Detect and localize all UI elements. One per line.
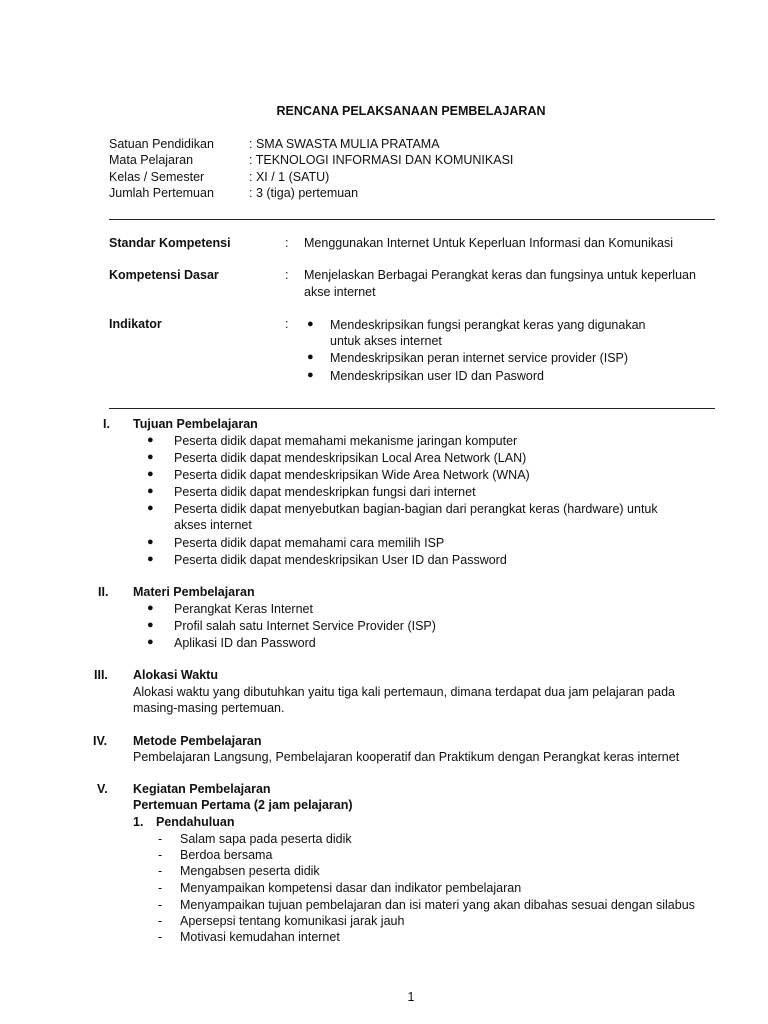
section-heading-kegiatan: Kegiatan Pembelajaran [133, 782, 271, 796]
bullet-icon: ● [147, 602, 154, 614]
bullet-icon: ● [147, 553, 154, 565]
kompetensi-dasar-label: Kompetensi Dasar [109, 268, 219, 282]
kegiatan-item-6: Apersepsi tentang komunikasi jarak jauh [180, 914, 405, 928]
dash-marker: - [158, 914, 163, 928]
kegiatan-step-number: 1. [133, 815, 144, 829]
bullet-icon: ● [147, 468, 154, 480]
standar-kompetensi-text: Menggunakan Internet Untuk Keperluan Informasi dan Komunikasi [304, 236, 673, 250]
bullet-icon: ● [147, 434, 154, 446]
dash-marker: - [158, 848, 163, 862]
identity-value-pertemuan: : 3 (tiga) pertemuan [249, 186, 359, 200]
identity-label-pertemuan: Jumlah Pertemuan [109, 186, 214, 200]
section-numeral-alokasi: III. [94, 668, 108, 682]
indikator-item-2: Mendeskripsikan peran internet service provider (ISP) [330, 351, 629, 365]
kompetensi-dasar-colon: : [285, 268, 289, 282]
section-heading-tujuan: Tujuan Pembelajaran [133, 417, 258, 431]
tujuan-item-4: Peserta didik dapat mendeskripkan fungsi dari internet [174, 485, 476, 499]
indikator-item-1-line2: untuk akses internet [330, 334, 442, 348]
kegiatan-step-title: Pendahuluan [156, 815, 235, 829]
tujuan-item-6: Peserta didik dapat memahami cara memilih ISP [174, 536, 445, 550]
standar-kompetensi-label: Standar Kompetensi [109, 236, 231, 250]
identity-label-mapel: Mata Pelajaran [109, 153, 194, 167]
dash-marker: - [158, 864, 163, 878]
metode-text: Pembelajaran Langsung, Pembelajaran kooperatif dan Praktikum dengan Perangkat keras internet [133, 750, 680, 764]
dash-marker: - [158, 930, 163, 944]
tujuan-item-5-line2: akses internet [174, 518, 252, 532]
tujuan-item-7: Peserta didik dapat mendeskripsikan User ID dan Password [174, 553, 507, 567]
identity-label-kelas: Kelas / Semester [109, 170, 205, 184]
divider-bottom [109, 408, 715, 409]
bullet-icon: ● [147, 636, 154, 648]
tujuan-item-3: Peserta didik dapat mendeskripsikan Wide Area Network (WNA) [174, 468, 530, 482]
bullet-icon: ● [147, 451, 154, 463]
section-heading-materi: Materi Pembelajaran [133, 585, 255, 599]
divider-top [109, 219, 715, 220]
kegiatan-item-4: Menyampaikan kompetensi dasar dan indikator pembelajaran [180, 881, 522, 895]
standar-kompetensi-colon: : [285, 236, 289, 250]
bullet-icon: ● [307, 369, 314, 381]
section-numeral-materi: II. [98, 585, 109, 599]
section-numeral-metode: IV. [93, 734, 108, 748]
kompetensi-dasar-text-line2: akse internet [304, 285, 376, 299]
alokasi-text-line2: masing-masing pertemuan. [133, 701, 285, 715]
section-heading-metode: Metode Pembelajaran [133, 734, 262, 748]
kegiatan-item-5: Menyampaikan tujuan pembelajaran dan isi materi yang akan dibahas sesuai dengan silabus [180, 898, 695, 912]
indikator-colon: : [285, 317, 289, 331]
materi-item-1: Perangkat Keras Internet [174, 602, 313, 616]
identity-value-satuan: : SMA SWASTA MULIA PRATAMA [249, 137, 440, 151]
bullet-icon: ● [147, 536, 154, 548]
tujuan-item-1: Peserta didik dapat memahami mekanisme jaringan komputer [174, 434, 518, 448]
bullet-icon: ● [147, 502, 154, 514]
dash-marker: - [158, 898, 163, 912]
dash-marker: - [158, 832, 163, 846]
indikator-item-3: Mendeskripsikan user ID dan Pasword [330, 369, 544, 383]
tujuan-item-2: Peserta didik dapat mendeskripsikan Local Area Network (LAN) [174, 451, 527, 465]
identity-label-satuan: Satuan Pendidikan [109, 137, 214, 151]
alokasi-text-line1: Alokasi waktu yang dibutuhkan yaitu tiga kali pertemaun, dimana terdapat dua jam pelajaran pada [133, 685, 676, 699]
indikator-label: Indikator [109, 317, 162, 331]
section-numeral-kegiatan: V. [97, 782, 108, 796]
section-numeral-tujuan: I. [103, 417, 110, 431]
bullet-icon: ● [147, 485, 154, 497]
materi-item-2: Profil salah satu Internet Service Provider (ISP) [174, 619, 436, 633]
document-title: RENCANA PELAKSANAAN PEMBELAJARAN [276, 104, 546, 118]
tujuan-item-5-line1: Peserta didik dapat menyebutkan bagian-bagian dari perangkat keras (hardware) untuk [174, 502, 658, 516]
bullet-icon: ● [307, 351, 314, 363]
bullet-icon: ● [307, 318, 314, 330]
kegiatan-item-7: Motivasi kemudahan internet [180, 930, 340, 944]
identity-value-mapel: : TEKNOLOGI INFORMASI DAN KOMUNIKASI [249, 153, 514, 167]
page-number: 1 [407, 990, 415, 1004]
section-heading-alokasi: Alokasi Waktu [133, 668, 218, 682]
kegiatan-item-1: Salam sapa pada peserta didik [180, 832, 352, 846]
bullet-icon: ● [147, 619, 154, 631]
kompetensi-dasar-text-line1: Menjelaskan Berbagai Perangkat keras dan fungsinya untuk keperluan [304, 268, 696, 282]
materi-item-3: Aplikasi ID dan Password [174, 636, 316, 650]
indikator-item-1-line1: Mendeskripsikan fungsi perangkat keras yang digunakan [330, 318, 646, 332]
kegiatan-item-2: Berdoa bersama [180, 848, 273, 862]
identity-value-kelas: : XI / 1 (SATU) [249, 170, 330, 184]
kegiatan-item-3: Mengabsen peserta didik [180, 864, 320, 878]
dash-marker: - [158, 881, 163, 895]
kegiatan-subheading: Pertemuan Pertama (2 jam pelajaran) [133, 798, 353, 812]
